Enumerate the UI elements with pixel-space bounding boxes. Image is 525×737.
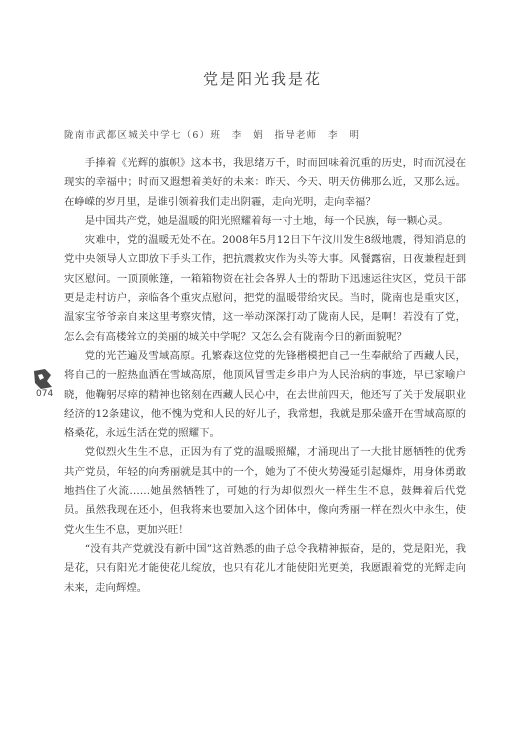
paragraph-6: “没有共产党就没有新中国”这首熟悉的曲子总令我精神振奋，是的，党是阳光，我是花，只有阳光才能使花儿绽放，也只有花儿才能使阳光更美，我愿跟着党的光辉走向未来，走向辉煌。 [64, 542, 466, 594]
page-title: 党是阳光我是花 [202, 70, 322, 88]
paragraph-1: 手捧着《光辉的旗帜》这本书，我思绪万千，时而回味着沉重的历史，时而沉浸在现实的幸福中；时而又遐想着美好的未来：昨天、今天、明天仿佛那么近，又那么远。在峥嵘的岁月里，是谁引领着我们走出阴霾，走向光明，走向幸福？ [64, 157, 466, 208]
paragraph-5: 党似烈火生生不息，正因为有了党的温暖照耀，才涌现出了一大批甘愿牺牲的优秀共产党员，年轻的向秀丽就是其中的一个，她为了不使火势漫延引起爆炸，用身体勇敢地挡住了火流……她虽然牺牲了，可她的行为却似烈火一样生生不息，鼓舞着后代党员。虽然我现在还小，但我将来也要加入这个团体中，像向秀丽一样在烈火中永生，使党火生生不息，更加兴旺！ [64, 446, 466, 536]
page-number: 074 [36, 389, 54, 399]
paragraph-2: 是中国共产党，她是温暖的阳光照耀着每一寸土地，每一个民族，每一颗心灵。 [84, 214, 449, 227]
article-body [64, 154, 466, 598]
author-line: 陇南市武都区城关中学七（6）班 李 娟 指导老师 李 明 [64, 130, 361, 141]
paragraph-4: 党的光芒遍及雪域高原。孔繁森这位党的先锋楷模把自己一生奉献给了西藏人民，将自己的一腔热血洒在雪域高原，他顶风冒雪走乡串户为人民治病的事迹，早已家喻户晓，他鞠躬尽瘁的精神也铭刻在西藏人民心中，在去世前四天，他还写了关于发展职业经济的12条建议，他不愧为党和人民的好儿子，我常想，我就是那朵盛开在雪域高原的格桑花，永远生活在党的照耀下。 [64, 349, 466, 440]
paragraph-3: 灾难中，党的温暖无处不在。2008年5月12日下午汶川发生8级地震，得知消息的党中央领导人立即放下手头工作，把抗震救灾作为头等大事。风餐露宿，日夜兼程赶到灾区慰问。一顶顶帐篷，一箱箱物资在社会各界人士的帮助下迅速运往灾区，党员干部更是走村访户，亲临各个重灾点慰问，把党的温暖带给灾民。当时，陇南也是重灾区，温家宝爷爷亲自来这里考察灾情，这一举动深深打动了陇南人民，是啊！若没有了党，怎么会有高楼耸立的美丽的城关中学呢？又怎么会有陇南今日的新面貌呢？ [64, 234, 466, 343]
